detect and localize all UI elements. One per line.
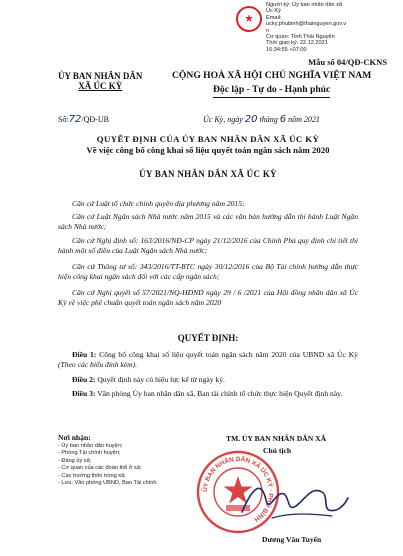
sig-line: Úc Kỳ xyxy=(266,8,281,15)
number-prefix: Số: xyxy=(58,115,69,124)
recipient-item: - Đảng ủy xã; xyxy=(58,457,92,464)
document-date xyxy=(203,114,320,125)
preamble-5: Căn cứ Nghị quyết số 57/2021/NQ-HĐND ngày 29 / 6 /2021 của Hội đồng nhân dân xã Úc Kỳ về việc phê chuẩn quyết toán ngân sách năm 2020 xyxy=(58,288,358,308)
article-1-label: Điều 1: xyxy=(72,350,97,359)
recipient-item: - Ủy ban nhân dân huyện; xyxy=(58,443,123,449)
date-day: 20 xyxy=(244,114,258,125)
recipients-list xyxy=(58,443,158,487)
title-main: QUYẾT ĐỊNH CỦA ỦY BAN NHÂN DÂN XÃ ÚC KỲ xyxy=(96,134,320,144)
handwritten-signature xyxy=(232,472,352,532)
title-sub: Về việc công bố công khai số liệu quyết toán ngân sách năm 2020 xyxy=(86,145,330,155)
document-number xyxy=(58,114,109,125)
preamble-4: Căn cứ Thông tư số: 343/2016/TT-BTC ngày 30/12/2016 của Bộ Tài chính hướng dẫn thực hiện công khai ngân sách đối với các cấp ngân sách; xyxy=(58,262,358,282)
sig-line: n xyxy=(266,27,270,34)
nation-title: CỘNG HOÀ XÃ HỘI CHỦ NGHĨA VIỆT NAM xyxy=(172,70,372,81)
digital-signature-lines xyxy=(266,2,346,53)
nation-motto: Độc lập - Tự do - Hạnh phúc xyxy=(213,83,330,98)
article-2 xyxy=(58,375,358,385)
recipient-item: - Cơ quan của các đoàn thể ở xã; xyxy=(58,465,142,472)
article-2-label: Điều 2: xyxy=(72,375,96,384)
date-month: 6 xyxy=(279,114,287,125)
recipients-title: Nơi nhận: xyxy=(58,433,91,442)
sig-line: Email: xyxy=(266,14,282,21)
article-3 xyxy=(58,389,358,399)
signature-seal-icon xyxy=(236,6,262,32)
article-1-text: Công bố công khai số liệu quyết toán ngân sách năm 2020 của UBND xã Úc Kỳ xyxy=(99,350,358,359)
decision-title xyxy=(58,134,358,156)
sig-line: Cơ quan: Tỉnh Thái Nguyên xyxy=(266,34,335,41)
sig-line: 16:34:55 +07:00 xyxy=(266,46,307,53)
form-code: Mẫu số 04/QĐ-CKNS xyxy=(308,57,387,67)
preamble-2: Căn cứ Luật Ngân sách Nhà nước năm 2015 và các văn bản hướng dẫn thi hành Luật Ngân sách Nhà nước; xyxy=(58,212,358,232)
digital-signature-block xyxy=(236,2,401,58)
article-2-text: Quyết định này có hiệu lực kể từ ngày ký. xyxy=(97,375,225,384)
article-3-text: Văn phòng Ủy ban nhân dân xã, Ban tài chính tổ chức thực hiện Quyết định này. xyxy=(97,389,343,398)
issuer-heading: ỦY BAN NHÂN DÂN XÃ ÚC KỲ xyxy=(139,169,277,179)
issuer-header xyxy=(58,71,142,91)
article-1-note: (Theo các biểu đính kèm). xyxy=(58,360,138,370)
sig-line: Người ký: Ủy ban nhân dân xã xyxy=(266,2,343,8)
article-3-label: Điều 3: xyxy=(72,389,96,398)
date-month-label: tháng xyxy=(259,115,278,124)
recipient-item: - Các trường thôn trong xã; xyxy=(58,472,126,479)
decides-heading: QUYẾT ĐỊNH: xyxy=(177,333,239,343)
sig-line: ucky.phubinh@thainguyen.gov.v xyxy=(266,21,347,28)
national-header xyxy=(172,69,371,98)
preamble-3: Căn cứ Nghị định số: 163/2016/NĐ-CP ngày 21/12/2016 của Chính Phủ quy định chi tiết thi hành một số điều của Luật Ngân sách Nhà nước; xyxy=(58,236,358,256)
recipient-item: - Lưu: Văn phòng UBND, Ban Tài chính. xyxy=(58,480,159,487)
issuer-line2: XÃ ÚC KỲ xyxy=(78,81,123,91)
signature-org: TM. ỦY BAN NHÂN DÂN XÃ xyxy=(226,434,327,443)
sig-line: Thời gian ký: 22.12.2021 xyxy=(266,40,328,47)
issuer-line1: ỦY BAN NHÂN DÂN xyxy=(58,71,143,81)
signer-name: Dương Văn Tuyến xyxy=(262,535,322,544)
number-handwritten: 72 xyxy=(68,114,82,125)
article-1 xyxy=(58,350,358,371)
number-suffix: /QĐ-UB xyxy=(81,115,109,124)
recipient-item: - Phòng Tài chính huyện; xyxy=(58,450,121,457)
signature-role: Chủ tịch xyxy=(263,446,292,455)
date-place: Úc Kỳ, ngày xyxy=(203,115,243,124)
preamble-1: Căn cứ Luật tổ chức chính quyền địa phương năm 2015; xyxy=(72,199,245,208)
date-year: năm 2021 xyxy=(288,115,320,124)
seal-ring-text: ỦY BAN NHÂN DÂN XÃ ÚC KỲ · PHÚ BÌNH xyxy=(201,455,275,523)
